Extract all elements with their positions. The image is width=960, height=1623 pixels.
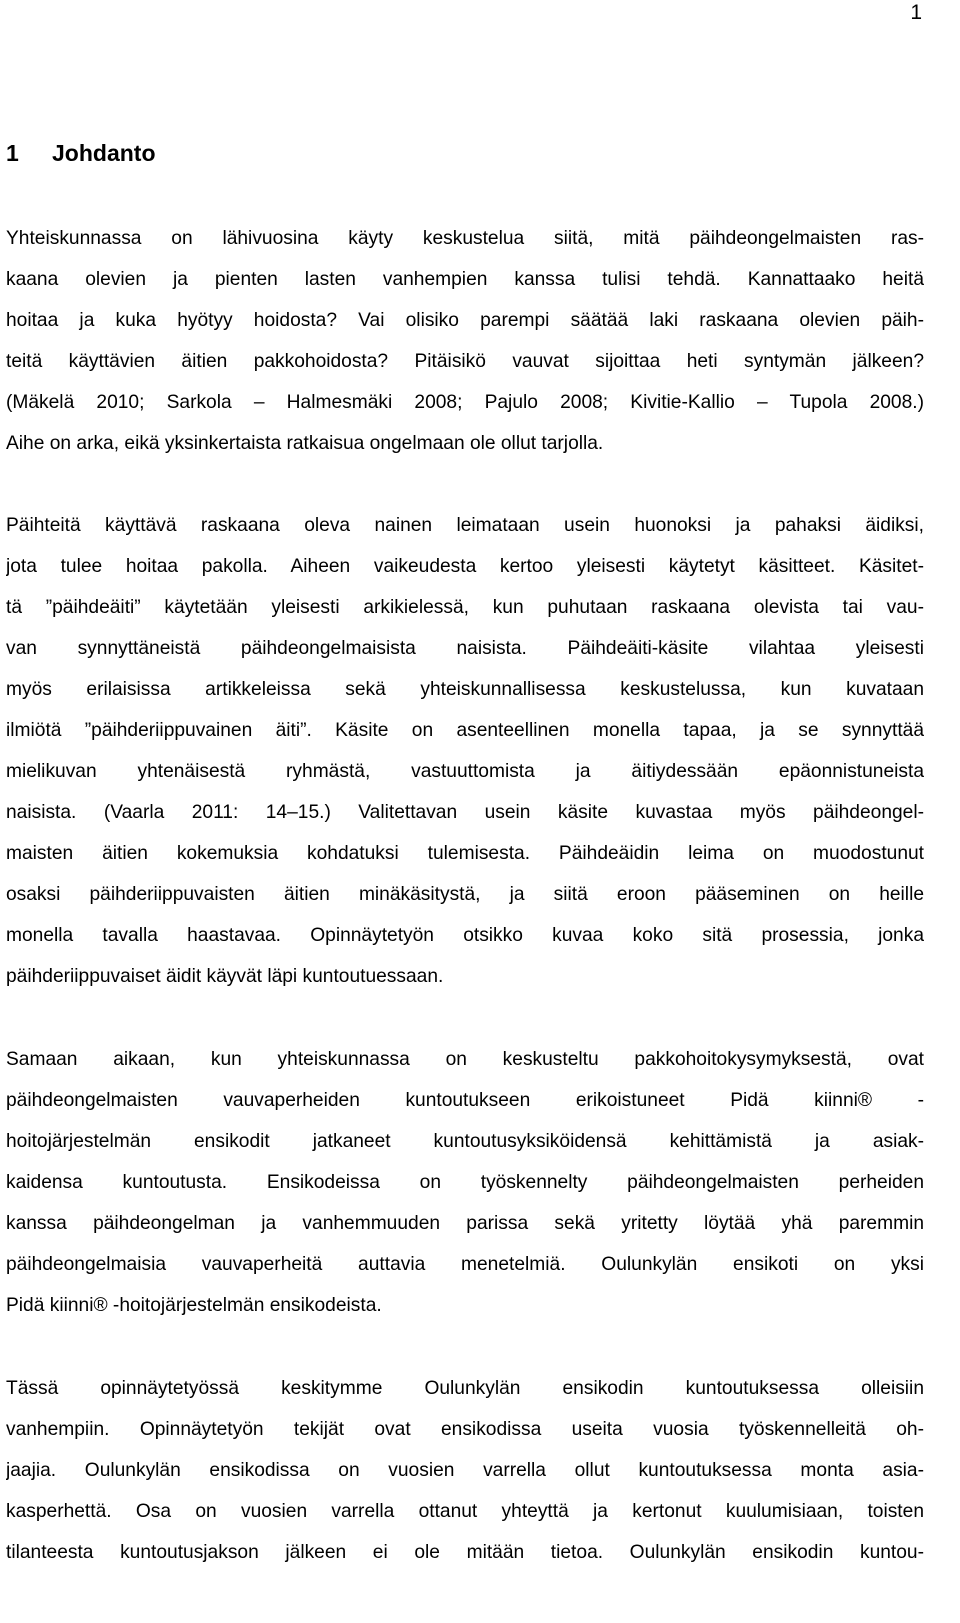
text-line: vanhempiin. Opinnäytetyön tekijät ovat ensikodissa useita vuosia työskennelleitä oh-: [6, 1419, 924, 1440]
text-line: päihdeongelmaisten vauvaperheiden kuntoutukseen erikoistuneet Pidä kiinni® -: [6, 1090, 924, 1111]
paragraph-3: [6, 1039, 924, 1326]
text-line: jaajia. Oulunkylän ensikodissa on vuosien varrella ollut kuntoutuksessa monta asia-: [6, 1460, 924, 1481]
section-number: 1: [6, 140, 19, 166]
section-heading: [6, 138, 156, 168]
section-title: Johdanto: [52, 140, 156, 166]
text-line: Samaan aikaan, kun yhteiskunnassa on keskusteltu pakkohoitokysymyksestä, ovat: [6, 1049, 924, 1070]
text-line: Aihe on arka, eikä yksinkertaista ratkaisua ongelmaan ole ollut tarjolla.: [6, 433, 604, 454]
text-line: tä ”päihdeäiti” käytetään yleisesti arkikielessä, kun puhutaan raskaana olevista tai vau-: [6, 597, 924, 618]
text-line: Päihteitä käyttävä raskaana oleva nainen leimataan usein huonoksi ja pahaksi äidiksi,: [6, 515, 924, 536]
text-line: Pidä kiinni® -hoitojärjestelmän ensikodeista.: [6, 1295, 382, 1316]
text-line: kanssa päihdeongelman ja vanhemmuuden parissa sekä yritetty löytää yhä paremmin: [6, 1213, 924, 1234]
text-line: Tässä opinnäytetyössä keskitymme Oulunkylän ensikodin kuntoutuksessa olleisiin: [6, 1378, 924, 1399]
text-line: ilmiötä ”päihderiippuvainen äiti”. Käsite on asenteellinen monella tapaa, ja se synnyttää: [6, 720, 924, 741]
text-line: Yhteiskunnassa on lähivuosina käyty keskustelua siitä, mitä päihdeongelmaisten ras-: [6, 228, 924, 249]
text-line: van synnyttäneistä päihdeongelmaisista naisista. Päihdeäiti-käsite vilahtaa yleisesti: [6, 638, 924, 659]
text-line: kaana olevien ja pienten lasten vanhempien kanssa tulisi tehdä. Kannattaako heitä: [6, 269, 924, 290]
text-line: tilanteesta kuntoutusjakson jälkeen ei ole mitään tietoa. Oulunkylän ensikodin kuntou-: [6, 1542, 924, 1563]
paragraph-4: [6, 1368, 924, 1573]
text-line: mielikuvan yhtenäisestä ryhmästä, vastuuttomista ja äitiydessään epäonnistuneista: [6, 761, 924, 782]
text-line: maisten äitien kokemuksia kohdatuksi tulemisesta. Päihdeäidin leima on muodostunut: [6, 843, 924, 864]
text-line: päihderiippuvaiset äidit käyvät läpi kuntoutuessaan.: [6, 966, 444, 987]
text-line: monella tavalla haastavaa. Opinnäytetyön otsikko kuvaa koko sitä prosessia, jonka: [6, 925, 924, 946]
text-line: hoitojärjestelmän ensikodit jatkaneet kuntoutusyksiköidensä kehittämistä ja asiak-: [6, 1131, 924, 1152]
text-line: naisista. (Vaarla 2011: 14–15.) Valitettavan usein käsite kuvastaa myös päihdeongel-: [6, 802, 924, 823]
paragraph-1: [6, 218, 924, 464]
text-line: jota tulee hoitaa pakolla. Aiheen vaikeudesta kertoo yleisesti käytetyt käsitteet. Käsitet-: [6, 556, 924, 577]
page-number: 1: [910, 1, 922, 24]
paragraph-2: [6, 505, 924, 997]
text-line: päihdeongelmaisia vauvaperheitä auttavia menetelmiä. Oulunkylän ensikoti on yksi: [6, 1254, 924, 1275]
text-line: myös erilaisissa artikkeleissa sekä yhteiskunnallisessa keskustelussa, kun kuvataan: [6, 679, 924, 700]
text-line: kasperhettä. Osa on vuosien varrella ottanut yhteyttä ja kertonut kuulumisiaan, toisten: [6, 1501, 924, 1522]
text-line: kaidensa kuntoutusta. Ensikodeissa on työskennelty päihdeongelmaisten perheiden: [6, 1172, 924, 1193]
text-line: teitä käyttävien äitien pakkohoidosta? Pitäisikö vauvat sijoittaa heti syntymän jälkeen?: [6, 351, 924, 372]
text-line: osaksi päihderiippuvaisten äitien minäkäsitystä, ja siitä eroon pääseminen on heille: [6, 884, 924, 905]
text-line: hoitaa ja kuka hyötyy hoidosta? Vai olisiko parempi säätää laki raskaana olevien päih-: [6, 310, 924, 331]
text-line: (Mäkelä 2010; Sarkola – Halmesmäki 2008; Pajulo 2008; Kivitie-Kallio – Tupola 2008.): [6, 392, 924, 413]
